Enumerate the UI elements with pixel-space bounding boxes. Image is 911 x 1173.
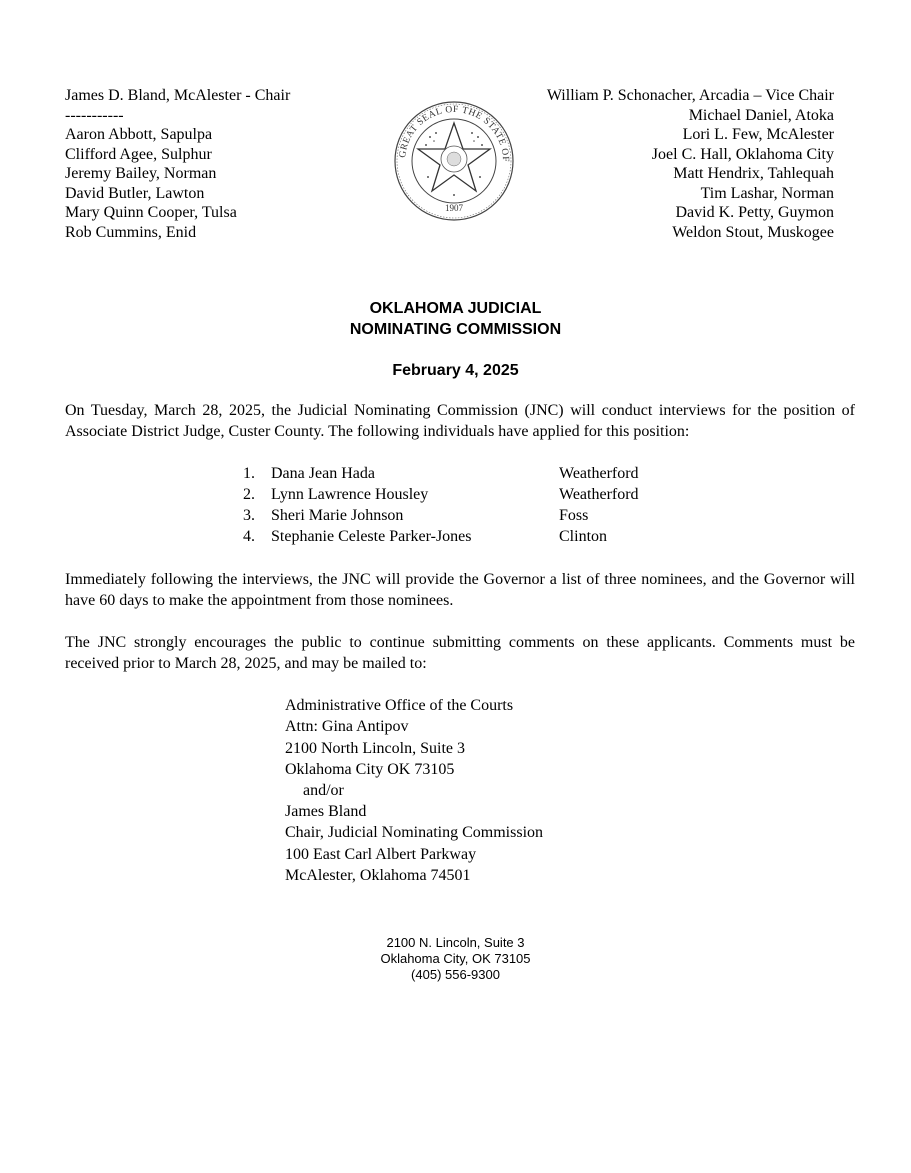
address-line: Chair, Judicial Nominating Commission bbox=[285, 824, 544, 842]
applicant-number: 1. bbox=[243, 465, 255, 482]
footer-phone: (405) 556-9300 bbox=[411, 967, 500, 982]
mailing-address-aoc bbox=[285, 695, 513, 801]
member-divider: ----------- bbox=[65, 106, 124, 124]
applicant-name: Sheri Marie Johnson bbox=[271, 507, 404, 524]
mailing-address-chair bbox=[285, 801, 543, 886]
applicant-number: 2. bbox=[243, 486, 255, 503]
member-right: Michael Daniel, Atoka bbox=[688, 106, 834, 124]
nominees-paragraph: Immediately following the interviews, the JNC will provide the Governor a list of three nominees, and the Governor will have 60 days to make the appointment from those nominees. bbox=[65, 571, 855, 609]
member-left: Rob Cummins, Enid bbox=[65, 223, 197, 241]
member-right: Joel C. Hall, Oklahoma City bbox=[651, 145, 834, 163]
member-left: Mary Quinn Cooper, Tulsa bbox=[65, 204, 237, 221]
applicant-city: Weatherford bbox=[559, 465, 639, 482]
footer-line: Oklahoma City, OK 73105 bbox=[380, 951, 531, 966]
document-date: February 4, 2025 bbox=[392, 362, 519, 379]
footer-address bbox=[0, 935, 911, 983]
address-line-last bbox=[285, 759, 513, 802]
address-line: McAlester, Oklahoma 74501 bbox=[285, 866, 471, 884]
intro-paragraph: On Tuesday, March 28, 2025, the Judicial Nominating Commission (JNC) will conduct interviews for the position of Associate District Judge, Custer County. The following individuals have applied for this position: bbox=[65, 402, 855, 440]
applicant-number: 4. bbox=[243, 528, 255, 545]
member-left: David Butler, Lawton bbox=[65, 184, 205, 202]
applicant-name: Stephanie Celeste Parker-Jones bbox=[271, 528, 472, 545]
applicant-city: Foss bbox=[559, 507, 589, 524]
address-line: James Bland bbox=[285, 803, 367, 820]
title-line-1: OKLAHOMA JUDICIAL bbox=[369, 300, 542, 317]
member-left: Aaron Abbott, Sapulpa bbox=[65, 126, 213, 143]
member-right: Tim Lashar, Norman bbox=[700, 184, 834, 202]
list-item bbox=[243, 484, 639, 505]
applicant-list bbox=[243, 463, 639, 547]
applicant-name: Lynn Lawrence Housley bbox=[271, 486, 429, 503]
and-or-text: and/or bbox=[303, 782, 344, 800]
title-line-2: NOMINATING COMMISSION bbox=[349, 321, 562, 338]
member-right: Lori L. Few, McAlester bbox=[682, 126, 834, 143]
right-member-list bbox=[547, 86, 834, 242]
state-seal-icon bbox=[390, 101, 518, 221]
list-item bbox=[243, 505, 639, 526]
seal-year: 1907 bbox=[445, 203, 463, 213]
applicant-city: Clinton bbox=[559, 528, 608, 545]
applicant-city: Weatherford bbox=[559, 486, 639, 503]
member-chair: James D. Bland, McAlester - Chair bbox=[65, 87, 291, 104]
seal-text: GREAT SEAL OF THE STATE OF bbox=[398, 104, 511, 163]
address-line: 2100 North Lincoln, Suite 3 bbox=[285, 739, 465, 757]
applicant-name: Dana Jean Hada bbox=[271, 465, 375, 482]
member-vice-chair: William P. Schonacher, Arcadia – Vice Chair bbox=[546, 87, 834, 104]
page-title bbox=[0, 298, 911, 340]
member-left: Clifford Agee, Sulphur bbox=[65, 145, 212, 163]
address-line: Attn: Gina Antipov bbox=[285, 718, 409, 736]
member-right: David K. Petty, Guymon bbox=[675, 204, 834, 221]
left-member-list bbox=[65, 86, 290, 242]
applicant-number: 3. bbox=[243, 507, 255, 524]
member-right: Matt Hendrix, Tahlequah bbox=[673, 165, 834, 182]
address-city-line: Oklahoma City OK 73105 bbox=[285, 760, 455, 778]
member-left: Jeremy Bailey, Norman bbox=[65, 165, 217, 182]
address-line: 100 East Carl Albert Parkway bbox=[285, 845, 477, 863]
member-right: Weldon Stout, Muskogee bbox=[672, 223, 834, 241]
comments-paragraph: The JNC strongly encourages the public to continue submitting comments on these applicants. Comments must be received prior to March 28, 2025, and may be mailed to: bbox=[65, 634, 855, 672]
list-item bbox=[243, 463, 639, 484]
address-line: Administrative Office of the Courts bbox=[285, 697, 514, 714]
footer-line: 2100 N. Lincoln, Suite 3 bbox=[386, 935, 525, 950]
list-item bbox=[243, 526, 639, 547]
